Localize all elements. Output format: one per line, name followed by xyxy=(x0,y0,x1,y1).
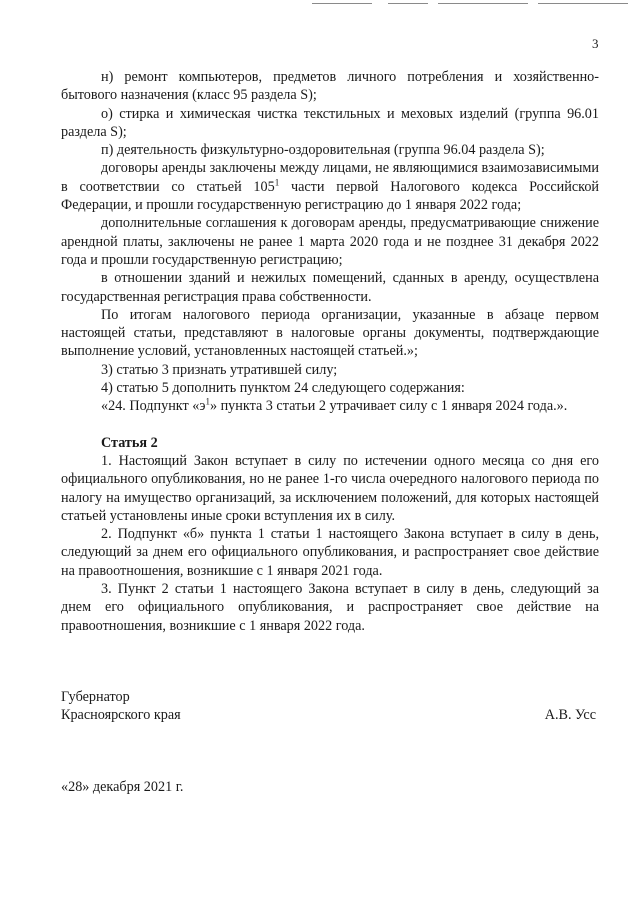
paragraph-text: «24. Подпункт «э xyxy=(101,398,206,415)
signatory-name: А.В. Усс xyxy=(544,707,596,724)
scan-artifact-line-2 xyxy=(388,3,428,4)
paragraph-item-24 xyxy=(61,397,599,415)
paragraph-supplementary-agreements: дополнительные соглашения к договорам аренды, предусматривающие снижение арендной платы, заключены не ранее 1 марта 2020 года и не позднее 31 декабря 2022 года и прошли государственную регистрацию; xyxy=(61,215,599,268)
signature-block xyxy=(61,688,596,725)
paragraph-documents-submission: По итогам налогового периода организации, указанные в абзаце первом настоящей статьи, представляют в налоговые органы документы, подтверждающие выполнение условий, установленных настоящей статьей.»; xyxy=(61,306,599,360)
paragraph-text: » пункта 3 статьи 2 утрачивает силу с 1 января 2024 года.». xyxy=(209,398,568,415)
paragraph-lease-contracts xyxy=(61,159,599,214)
paragraph-item-p: п) деятельность физкультурно-оздоровительная (группа 96.04 раздела S); xyxy=(101,142,545,159)
paragraph-article5-amendment: 4) статью 5 дополнить пунктом 24 следующего содержания: xyxy=(101,380,465,397)
scan-artifact-line-4 xyxy=(538,3,628,4)
superscript: 1 xyxy=(274,177,280,188)
scan-artifact-line-3 xyxy=(438,3,528,4)
scan-artifact-line-1 xyxy=(312,3,372,4)
article-2-paragraph-3: 3. Пункт 2 статьи 1 настоящего Закона вступает в силу в день, следующий за днем его официального опубликования, и распространяет свое действие на правоотношения, возникшие с 1 января 2022 года. xyxy=(61,581,599,634)
paragraph-article3-repeal: 3) статью 3 признать утратившей силу; xyxy=(101,361,338,378)
document-body xyxy=(61,68,599,635)
signatory-title-line-2: Красноярского края xyxy=(61,707,181,724)
page-number: 3 xyxy=(592,36,599,51)
signatory-title-line-1: Губернатор xyxy=(61,689,130,705)
document-date: «28» декабря 2021 г. xyxy=(61,779,184,795)
article-2-paragraph-2: 2. Подпункт «б» пункта 1 статьи 1 настоящего Закона вступает в силу в день, следующий за днем его официального опубликования, и распространяет свое действие на правоотношения, возникшие с 1 января 2021 года. xyxy=(61,526,599,579)
paragraph-item-n: н) ремонт компьютеров, предметов личного потребления и хозяйственно-бытового назначения (класс 95 раздела S); xyxy=(61,69,599,104)
paragraph-item-o: о) стирка и химическая чистка текстильных и меховых изделий (группа 96.01 раздела S); xyxy=(61,105,599,140)
paragraph-text: части первой Налогового кодекса Российской Федерации, и прошли государственную регистрацию до 1 января 2022 года; xyxy=(61,178,599,214)
paragraph-text: договоры аренды заключены между лицами, не являющимися взаимозависимыми в соответствии со статьей 105 xyxy=(61,160,599,195)
article-2-heading: Статья 2 xyxy=(101,434,158,451)
article-2-paragraph-1: 1. Настоящий Закон вступает в силу по истечении одного месяца со дня его официального опубликования, но не ранее 1-го числа очередного налогового периода по налогу на имущество организаций, за исключением положений, для которых настоящей статьей установлены иные сроки вступления их в силу. xyxy=(61,452,599,524)
paragraph-ownership-registration: в отношении зданий и нежилых помещений, сданных в аренду, осуществлена государственная регистрация права собственности. xyxy=(61,270,599,305)
superscript: 1 xyxy=(205,396,210,407)
